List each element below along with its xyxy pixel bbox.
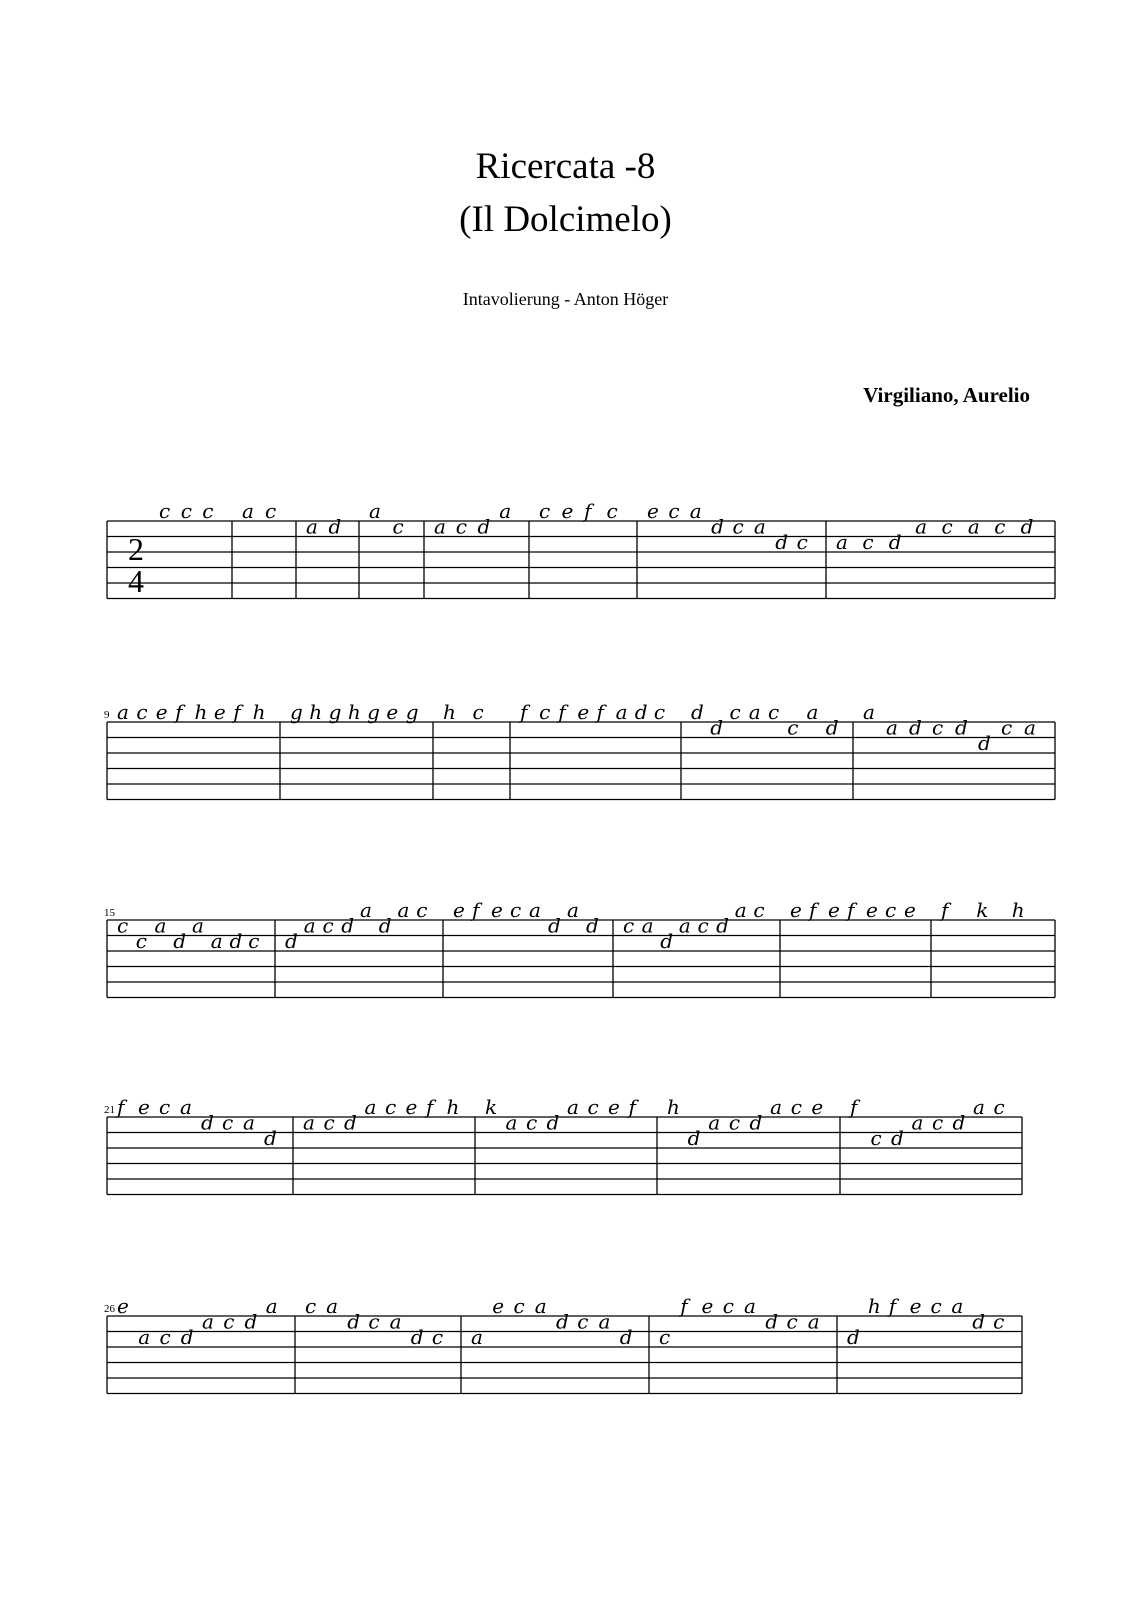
tab-letter: a bbox=[744, 1294, 756, 1318]
tab-letter: a bbox=[973, 1095, 985, 1119]
tab-letter: f bbox=[233, 700, 241, 724]
tab-letter: c bbox=[994, 514, 1006, 539]
tab-letter: f bbox=[558, 700, 566, 724]
tab-letter: d bbox=[660, 929, 674, 953]
tab-letter: d bbox=[244, 1309, 258, 1334]
tab-system bbox=[104, 1294, 1022, 1394]
tab-letter: f bbox=[520, 700, 528, 724]
tab-letter: a bbox=[397, 898, 410, 922]
tab-letter: d bbox=[691, 700, 704, 724]
tab-letter: a bbox=[807, 1309, 820, 1334]
tab-letter: c bbox=[932, 715, 944, 740]
tab-letter: a bbox=[770, 1095, 783, 1119]
time-signature-numerator: 2 bbox=[128, 531, 144, 567]
tab-letter: e bbox=[155, 700, 168, 724]
tab-letter: c bbox=[265, 499, 277, 523]
tab-letter: f bbox=[628, 1095, 636, 1119]
tab-letter: c bbox=[753, 898, 765, 922]
tab-letter: e bbox=[811, 1095, 824, 1119]
tab-letter: a bbox=[567, 1095, 579, 1119]
tab-letter: e bbox=[117, 1294, 129, 1318]
tab-letter: f bbox=[680, 1294, 688, 1318]
tab-letter: c bbox=[159, 499, 171, 523]
tab-letter: d bbox=[619, 1325, 633, 1349]
tab-letter: f bbox=[809, 898, 817, 922]
tab-letter: f bbox=[596, 700, 604, 724]
tab-letter: c bbox=[1001, 715, 1013, 740]
tab-letter: a bbox=[734, 898, 747, 922]
tab-letter: g bbox=[290, 700, 303, 724]
tab-letter: h bbox=[446, 1095, 460, 1119]
tab-letter: c bbox=[941, 514, 953, 539]
tab-letter: d bbox=[749, 1110, 763, 1135]
tab-letter: d bbox=[1020, 514, 1034, 539]
bar-number: 15 bbox=[104, 907, 115, 919]
tab-letter: c bbox=[510, 898, 522, 922]
tab-letter: c bbox=[431, 1325, 444, 1349]
tab-letter: a bbox=[505, 1110, 518, 1135]
tab-letter: h bbox=[252, 700, 266, 724]
tab-letter: e bbox=[453, 898, 465, 922]
tab-letter: c bbox=[368, 1309, 380, 1334]
tab-letter: a bbox=[534, 1294, 547, 1318]
tab-letter: d bbox=[955, 715, 968, 740]
tab-letter: a bbox=[326, 1294, 339, 1318]
tab-letter: a bbox=[886, 715, 898, 740]
tab-letter: h bbox=[347, 700, 361, 724]
title-line-2: (Il Dolcimelo) bbox=[459, 199, 672, 240]
tab-letter: a bbox=[951, 1294, 964, 1318]
tab-letter: a bbox=[641, 913, 654, 938]
tab-letter: d bbox=[710, 715, 724, 740]
tab-letter: d bbox=[410, 1325, 424, 1349]
tab-letter: d bbox=[341, 913, 355, 938]
tab-letter: c bbox=[323, 1110, 335, 1135]
tab-letter: d bbox=[173, 929, 187, 953]
tab-letter: e bbox=[561, 499, 574, 523]
tab-letter: a bbox=[911, 1110, 924, 1135]
tab-letter: c bbox=[513, 1294, 525, 1318]
tab-letter: f bbox=[941, 898, 949, 922]
tab-letter: f bbox=[584, 499, 592, 523]
tab-letter: d bbox=[847, 1325, 860, 1349]
tab-letter: d bbox=[909, 715, 922, 740]
tab-letter: a bbox=[836, 530, 848, 554]
tab-letter: d bbox=[328, 514, 342, 539]
tab-letter: a bbox=[389, 1309, 402, 1334]
tab-letter: d bbox=[201, 1110, 214, 1135]
tab-letter: a bbox=[471, 1325, 483, 1349]
tab-letter: c bbox=[659, 1325, 671, 1349]
tab-letter: a bbox=[154, 913, 167, 938]
tab-letter: e bbox=[828, 898, 840, 922]
tab-letter: a bbox=[117, 700, 129, 724]
tab-letter: d bbox=[952, 1110, 966, 1135]
tab-letter: a bbox=[689, 499, 702, 523]
tab-letter: k bbox=[976, 898, 989, 922]
tab-letter: c bbox=[932, 1110, 944, 1135]
tab-letter: a bbox=[265, 1294, 278, 1318]
tab-letter: c bbox=[796, 530, 808, 554]
tab-letter: a bbox=[598, 1309, 611, 1334]
tab-letter: c bbox=[993, 1095, 1005, 1119]
tab-letter: c bbox=[472, 700, 484, 724]
tab-letter: e bbox=[904, 898, 916, 922]
tab-letter: c bbox=[223, 1309, 235, 1334]
tab-letter: e bbox=[491, 898, 503, 922]
tab-letter: d bbox=[229, 929, 243, 953]
title-line-1: Ricercata -8 bbox=[475, 146, 656, 187]
tab-letter: a bbox=[360, 898, 372, 922]
tab-letter: d bbox=[556, 1309, 569, 1334]
tab-letter: c bbox=[159, 1095, 171, 1119]
tab-system bbox=[104, 700, 1055, 800]
tab-letter: c bbox=[768, 700, 780, 724]
tab-letter: a bbox=[499, 499, 512, 523]
tab-letter: a bbox=[192, 913, 204, 938]
tab-letter: f bbox=[850, 1095, 858, 1119]
tab-letter: a bbox=[748, 700, 761, 724]
tab-system bbox=[107, 499, 1055, 599]
tab-letter: c bbox=[870, 1126, 882, 1150]
tab-letter: f bbox=[426, 1095, 434, 1119]
tab-letter: a bbox=[202, 1309, 214, 1334]
tab-letter: d bbox=[180, 1325, 194, 1349]
tab-letter: c bbox=[159, 1325, 171, 1349]
tab-letter: c bbox=[722, 1294, 735, 1318]
tab-letter: d bbox=[888, 530, 902, 554]
tab-letter: c bbox=[136, 700, 148, 724]
tab-letter: c bbox=[697, 913, 709, 938]
tab-system bbox=[104, 898, 1055, 998]
tab-letter: k bbox=[485, 1095, 498, 1119]
tab-letter: a bbox=[364, 1095, 377, 1119]
tab-letter: c bbox=[248, 929, 260, 953]
tab-letter: a bbox=[915, 514, 928, 539]
tab-letter: d bbox=[825, 715, 839, 740]
tab-letter: a bbox=[243, 1110, 255, 1135]
tab-letter: a bbox=[708, 1110, 721, 1135]
tab-letter: c bbox=[787, 715, 799, 740]
subtitle: Intavolierung - Anton Höger bbox=[462, 289, 669, 309]
tab-letter: c bbox=[385, 1095, 397, 1119]
tab-letter: g bbox=[367, 700, 380, 724]
tab-letter: a bbox=[303, 913, 316, 938]
tab-letter: a bbox=[678, 913, 691, 938]
tab-letter: c bbox=[117, 913, 129, 938]
tab-letter: c bbox=[135, 929, 148, 953]
tab-letter: d bbox=[978, 731, 991, 755]
tab-letter: a bbox=[806, 700, 819, 724]
tab-letter: c bbox=[392, 514, 404, 539]
tab-letter: h bbox=[867, 1294, 881, 1318]
tab-letter: c bbox=[786, 1309, 798, 1334]
tab-letter: h bbox=[667, 1095, 680, 1119]
tab-letter: c bbox=[732, 514, 744, 539]
tab-letter: e bbox=[138, 1095, 150, 1119]
bar-number: 21 bbox=[104, 1104, 115, 1116]
tab-letter: a bbox=[1024, 715, 1036, 740]
tab-letter: c bbox=[577, 1309, 589, 1334]
tab-letter: c bbox=[305, 1294, 317, 1318]
tab-letter: a bbox=[615, 700, 628, 724]
tab-letter: f bbox=[117, 1095, 125, 1119]
tab-letter: e bbox=[790, 898, 802, 922]
tab-letter: c bbox=[222, 1110, 234, 1135]
tab-letter: f bbox=[472, 898, 480, 922]
tab-letter: c bbox=[416, 898, 428, 922]
tab-letter: f bbox=[847, 898, 855, 922]
tab-letter: c bbox=[862, 530, 874, 554]
tab-letter: a bbox=[180, 1095, 192, 1119]
tab-letter: e bbox=[608, 1095, 620, 1119]
tab-letter: d bbox=[378, 913, 392, 938]
composer: Virgiliano, Aurelio bbox=[863, 383, 1030, 407]
tab-letter: c bbox=[993, 1309, 1005, 1334]
tab-letter: d bbox=[716, 913, 729, 938]
tab-letter: c bbox=[606, 499, 618, 523]
tab-letter: c bbox=[180, 499, 192, 523]
tab-letter: e bbox=[492, 1294, 505, 1318]
tab-letter: a bbox=[242, 499, 254, 523]
tab-letter: a bbox=[434, 514, 446, 539]
tab-letter: c bbox=[930, 1294, 942, 1318]
tab-letter: d bbox=[891, 1126, 904, 1150]
tab-letter: a bbox=[967, 514, 980, 539]
tab-letter: e bbox=[909, 1294, 922, 1318]
tab-letter: h bbox=[1011, 898, 1025, 922]
tab-letter: c bbox=[587, 1095, 599, 1119]
tab-letter: c bbox=[539, 499, 551, 523]
tab-letter: e bbox=[213, 700, 226, 724]
bar-number: 9 bbox=[104, 709, 110, 721]
tab-letter: c bbox=[526, 1110, 538, 1135]
time-signature-denominator: 4 bbox=[128, 563, 144, 599]
tab-letter: a bbox=[863, 700, 875, 724]
tab-letter: c bbox=[455, 514, 468, 539]
tab-letter: d bbox=[586, 913, 599, 938]
tab-letter: e bbox=[647, 499, 659, 523]
tab-letter: c bbox=[539, 700, 551, 724]
tab-letter: c bbox=[653, 700, 666, 724]
tab-letter: c bbox=[322, 913, 334, 938]
tab-letter: d bbox=[634, 700, 648, 724]
tab-letter: c bbox=[668, 499, 680, 523]
tab-letter: c bbox=[885, 898, 897, 922]
tab-letter: a bbox=[753, 514, 766, 539]
tab-letter: e bbox=[386, 700, 399, 724]
tab-letter: d bbox=[264, 1126, 277, 1150]
tab-letter: d bbox=[687, 1126, 701, 1150]
tab-letter: c bbox=[623, 913, 635, 938]
tab-letter: c bbox=[729, 700, 741, 724]
tab-letter: h bbox=[194, 700, 208, 724]
tab-letter: f bbox=[175, 700, 183, 724]
tab-letter: a bbox=[303, 1110, 315, 1135]
tab-letter: f bbox=[888, 1294, 897, 1318]
tab-letter: d bbox=[711, 514, 724, 539]
tab-letter: d bbox=[285, 929, 298, 953]
tab-letter: a bbox=[567, 898, 579, 922]
tab-letter: g bbox=[328, 700, 342, 724]
tab-system bbox=[104, 1095, 1022, 1195]
tab-letter: d bbox=[548, 913, 561, 938]
tab-letter: g bbox=[405, 700, 419, 724]
tab-letter: c bbox=[790, 1095, 803, 1119]
tab-letter: d bbox=[347, 1309, 361, 1334]
tab-letter: h bbox=[309, 700, 323, 724]
tab-letter: a bbox=[306, 514, 318, 539]
tab-letter: d bbox=[775, 530, 789, 554]
tab-letter: e bbox=[701, 1294, 714, 1318]
tab-letter: a bbox=[369, 499, 381, 523]
tab-letter: d bbox=[546, 1110, 560, 1135]
tab-letter: d bbox=[765, 1309, 779, 1334]
tab-letter: a bbox=[138, 1325, 151, 1349]
tab-letter: e bbox=[866, 898, 878, 922]
bar-number: 26 bbox=[104, 1303, 115, 1315]
tab-letter: c bbox=[202, 499, 214, 523]
tab-letter: a bbox=[529, 898, 541, 922]
tab-letter: d bbox=[344, 1110, 357, 1135]
tab-letter: e bbox=[405, 1095, 418, 1119]
tab-letter: a bbox=[210, 929, 223, 953]
tab-letter: e bbox=[577, 700, 590, 724]
tab-letter: d bbox=[477, 514, 491, 539]
tab-letter: c bbox=[728, 1110, 741, 1135]
tab-letter: h bbox=[443, 700, 456, 724]
tab-letter: d bbox=[972, 1309, 986, 1334]
